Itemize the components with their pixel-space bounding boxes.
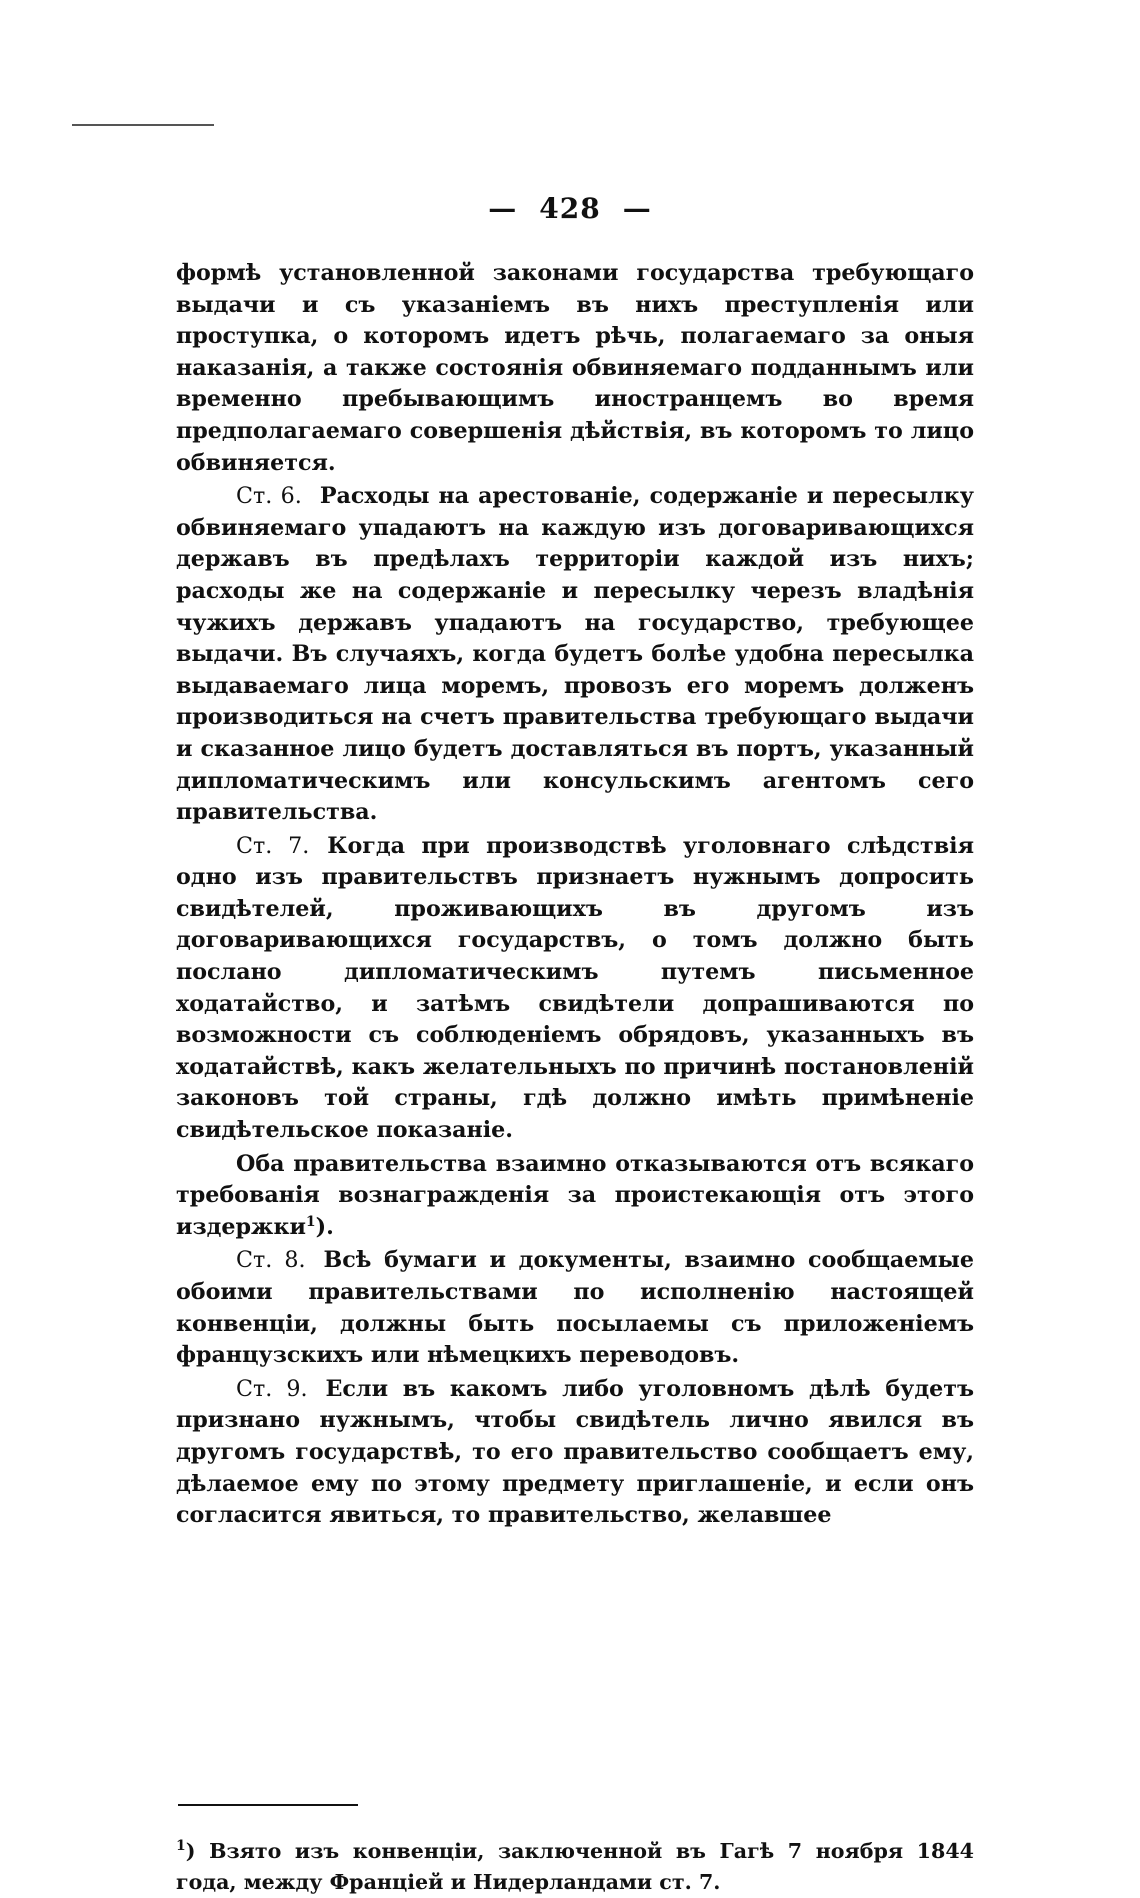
footnote-ref: 1: [305, 1213, 316, 1230]
article-label: Ст. 6.: [236, 483, 302, 510]
paragraph-tail: ).: [315, 1213, 334, 1240]
paragraph-article-7: [176, 831, 974, 1147]
paragraph-text: формѣ установленной законами государства требующаго выдачи и съ указаніемъ въ нихъ преступленія или проступка, о которомъ идетъ рѣчь, полагаемаго за оныя наказанія, а также состоянія обвиняемаго подданнымъ или временно пребывающимъ иностранцемъ во время предполагаемаго совершенія дѣйствія, въ которомъ то лицо обвиняется.: [176, 260, 974, 476]
page-number: 428: [539, 192, 601, 225]
paragraph-text: Когда при производствѣ уголовнаго слѣдствія одно изъ правительствъ признаетъ нужнымъ допросить свидѣтелей, проживающихъ въ другомъ изъ договаривающихся государствъ, о томъ должно быть послано дипломатическимъ путемъ письменное ходатайство, и затѣмъ свидѣтели допрашиваются по возможности съ соблюденіемъ обрядовъ, указанныхъ въ ходатайствѣ, какъ желательныхъ по причинѣ постановленій законовъ той страны, гдѣ должно имѣть примѣненіе свидѣтельское показаніе.: [176, 832, 974, 1144]
paragraph-continued: [176, 258, 974, 479]
article-label: Ст. 7.: [236, 832, 310, 859]
top-rule: [72, 124, 214, 126]
article-label: Ст. 8.: [236, 1247, 306, 1274]
paragraph-article-6: [176, 481, 974, 829]
page-header: [0, 192, 1140, 225]
header-dash-right: —: [622, 192, 652, 225]
paragraph-article-9: [176, 1374, 974, 1532]
paragraph-text: Расходы на арестованіе, содержаніе и пересылку обвиняемаго упадаютъ на каждую изъ договаривающихся державъ въ предѣлахъ территоріи каждой изъ нихъ; расходы же на содержаніе и пересылку черезъ владѣнія чужихъ державъ упадаютъ на государство, требующее выдачи. Въ случаяхъ, когда будетъ болѣе удобна пересылка выдаваемаго лица моремъ, провозъ его моремъ долженъ производиться на счетъ правительства требующаго выдачи и сказанное лицо будетъ доставляться въ портъ, указанный дипломатическимъ или консульскимъ агентомъ сего правительства.: [176, 483, 974, 826]
footnote-marker: 1: [176, 1838, 186, 1854]
paragraph-article-8: [176, 1245, 974, 1371]
header-dash-left: —: [488, 192, 518, 225]
paragraph-text: Всѣ бумаги и документы, взаимно сообщаемые обоими правительствами по исполненію настоящей конвенціи, должны быть посылаемы съ приложеніемъ французскихъ или нѣмецкихъ переводовъ.: [176, 1247, 974, 1369]
footnote-rule: [178, 1804, 358, 1806]
main-text: [176, 258, 974, 1534]
article-label: Ст. 9.: [236, 1375, 308, 1402]
paragraph-text: Оба правительства взаимно отказываются отъ всякаго требованія вознагражденія за проистекающія отъ этого издержки: [176, 1150, 974, 1240]
footnote: [176, 1836, 974, 1898]
paragraph-expenses: [176, 1149, 974, 1244]
footnote-text: ) Взято изъ конвенціи, заключенной въ Гагѣ 7 ноября 1844 года, между Франціей и Нидерландами ст. 7.: [176, 1839, 974, 1894]
paragraph-text: Если въ какомъ либо уголовномъ дѣлѣ будетъ признано нужнымъ, чтобы свидѣтель лично явился въ другомъ государствѣ, то его правительство сообщаетъ ему, дѣлаемое ему по этому предмету приглашеніе, и если онъ согласится явиться, то правительство, желавшее: [176, 1375, 974, 1529]
